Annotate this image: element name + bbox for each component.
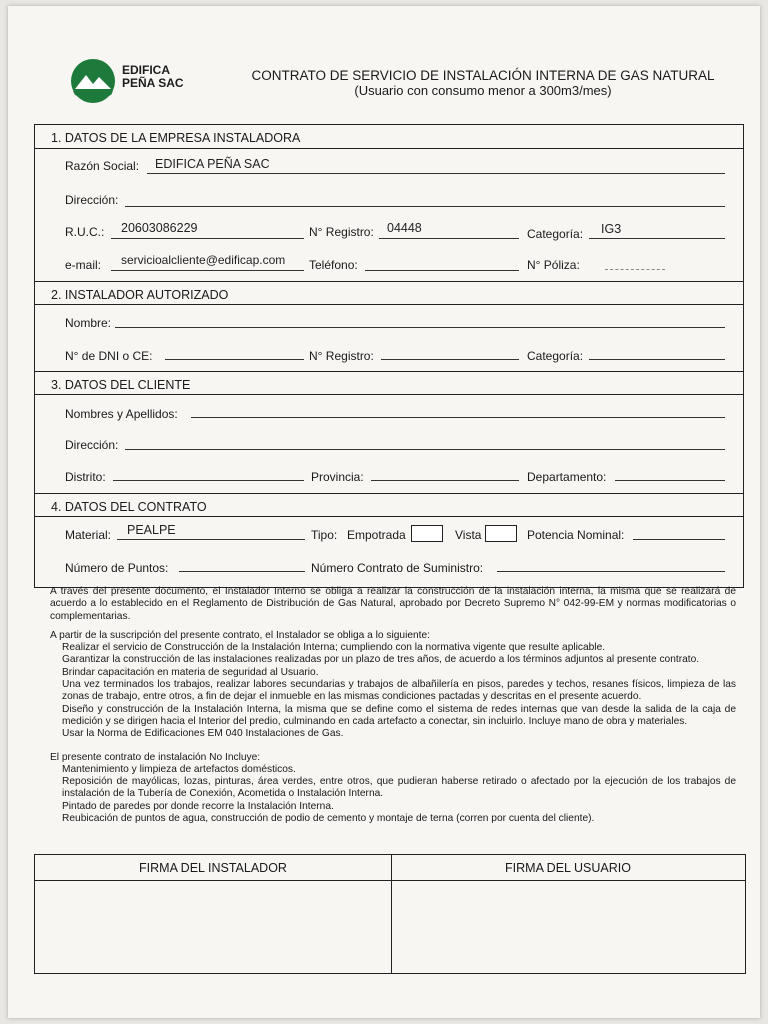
excludes-heading: El presente contrato de instalación No Incluye:: [50, 751, 261, 763]
distrito-label: Distrito:: [65, 470, 106, 484]
material-value: PEALPE: [127, 523, 176, 537]
distrito-field[interactable]: [113, 480, 304, 481]
registro-empresa-value: 04448: [387, 221, 422, 235]
obligations-list: [50, 642, 736, 740]
email-value: servicioalcliente@edificap.com: [121, 253, 286, 267]
user-signature-heading: FIRMA DEL USUARIO: [391, 855, 745, 881]
nombre-instalador-label: Nombre:: [65, 316, 112, 330]
email-field[interactable]: [111, 270, 304, 271]
tipo-label: Tipo:: [311, 528, 338, 542]
intro-paragraph: A través del presente documento, el Instalador Interno se obliga a realizar la construcción de la instalación interna, la misma que se realizará de acuerdo a lo establecido en el Reglamento de Distribución de Gas Natural, aprobado por Decreto Supremo N° 042-99-EM y normas modificatorias o complementarias.: [50, 586, 736, 622]
obligation-item: Diseño y construcción de la Instalación Interna, la misma que se define como el sistema de redes internas que van desde la salida de la caja de medición y se dirigen hacia el Interior del predio, culminando en cada artefacto a conectar, sin incluirlo. Incluye mano de obra y materiales.: [62, 703, 736, 727]
nombres-cliente-field[interactable]: [191, 417, 725, 418]
exclude-item: Reubicación de puntos de agua, construcción de podio de cemento y montaje de terna (corren por cuenta del cliente).: [62, 813, 595, 825]
empotrada-label: Empotrada: [347, 528, 406, 542]
user-signature-box[interactable]: [391, 855, 745, 973]
obligation-item: Una vez terminados los trabajos, realizar labores secundarias y trabajos de albañilería en pisos, paredes y techos, resanes físicos, limpieza de las zonas de trabajo, entre otros, a fin de dejar el inmueble en las mismas condiciones pactadas y descritas en el presente acuerdo.: [62, 679, 736, 703]
section-heading-cliente: 3. DATOS DEL CLIENTE: [35, 371, 743, 395]
ruc-value: 20603086229: [121, 221, 198, 235]
direccion-cliente-field[interactable]: [125, 449, 725, 450]
puntos-field[interactable]: [179, 571, 305, 572]
signature-table: [34, 854, 746, 974]
vista-checkbox[interactable]: [485, 525, 517, 542]
puntos-label: Número de Puntos:: [65, 561, 169, 575]
section-heading-instalador: 2. INSTALADOR AUTORIZADO: [35, 281, 743, 305]
categoria-instalador-field[interactable]: [589, 359, 725, 360]
installer-signature-box[interactable]: [35, 855, 391, 973]
installer-signature-heading: FIRMA DEL INSTALADOR: [35, 855, 391, 881]
registro-instalador-field[interactable]: [381, 359, 519, 360]
categoria-empresa-label: Categoría:: [527, 227, 584, 241]
potencia-label: Potencia Nominal:: [527, 528, 625, 542]
brand-name: [122, 64, 184, 90]
brand-line-2: PEÑA SAC: [122, 76, 184, 90]
email-label: e-mail:: [65, 258, 102, 272]
razon-social-field[interactable]: [147, 173, 725, 174]
exclude-item: Mantenimiento y limpieza de artefactos domésticos.: [62, 763, 296, 775]
registro-instalador-label: N° Registro:: [309, 349, 374, 363]
contract-page: [8, 6, 760, 1018]
razon-social-label: Razón Social:: [65, 159, 140, 173]
ruc-field[interactable]: [111, 238, 304, 239]
obligation-item: Realizar el servicio de Construcción de la Instalación Interna; cumpliendo con la normativa vigente que resulte aplicable.: [62, 642, 606, 654]
razon-social-value: EDIFICA PEÑA SAC: [155, 157, 270, 171]
obligation-item: Garantizar la construcción de las instalaciones realizadas por un plazo de tres años, de acuerdo a los términos adjuntos al presente contrato.: [62, 654, 700, 666]
brand-line-1: EDIFICA: [122, 63, 170, 77]
suministro-label: Número Contrato de Suministro:: [311, 561, 484, 575]
direccion-cliente-label: Dirección:: [65, 438, 119, 452]
ruc-label: R.U.C.:: [65, 225, 105, 239]
direccion-empresa-field[interactable]: [125, 206, 725, 207]
obligation-item: Brindar capacitación en materia de seguridad al Usuario.: [62, 666, 319, 678]
contract-body: [50, 586, 736, 825]
departamento-label: Departamento:: [527, 470, 607, 484]
poliza-label: N° Póliza:: [527, 258, 580, 272]
categoria-empresa-value: IG3: [601, 222, 622, 236]
provincia-label: Provincia:: [311, 470, 364, 484]
material-label: Material:: [65, 528, 112, 542]
excludes-list: [50, 764, 736, 825]
company-logo-icon: [70, 58, 116, 104]
categoria-empresa-field[interactable]: [589, 238, 725, 239]
vista-label: Vista: [455, 528, 482, 542]
suministro-field[interactable]: [497, 571, 725, 572]
nombres-cliente-label: Nombres y Apellidos:: [65, 407, 178, 421]
poliza-field[interactable]: [605, 269, 665, 270]
dni-field[interactable]: [165, 359, 304, 360]
exclude-item: Pintado de paredes por donde recorre la Instalación Interna.: [62, 800, 334, 812]
direccion-empresa-label: Dirección:: [65, 193, 119, 207]
exclude-item: Reposición de mayólicas, lozas, pinturas, área verdes, entre otros, que pudieran haberse retirado o afectado por la ejecución de los trabajos de instalación de la Tubería de Conexión, Acometida o Instalación Interna.: [62, 776, 736, 800]
dni-label: N° de DNI o CE:: [65, 349, 153, 363]
registro-empresa-field[interactable]: [379, 238, 519, 239]
section-heading-contrato: 4. DATOS DEL CONTRATO: [35, 493, 743, 517]
obligation-item: Usar la Norma de Edificaciones EM 040 Instalaciones de Gas.: [62, 728, 344, 740]
nombre-instalador-field[interactable]: [115, 327, 725, 328]
departamento-field[interactable]: [615, 480, 725, 481]
document-title: CONTRATO DE SERVICIO DE INSTALACIÓN INTERNA DE GAS NATURAL: [251, 68, 715, 83]
material-field[interactable]: [117, 539, 305, 540]
provincia-field[interactable]: [371, 480, 519, 481]
section-heading-empresa: 1. DATOS DE LA EMPRESA INSTALADORA: [35, 125, 743, 149]
obligations-heading: A partir de la suscripción del presente contrato, el Instalador se obliga a lo siguiente:: [50, 629, 430, 641]
telefono-field[interactable]: [365, 270, 519, 271]
registro-empresa-label: N° Registro:: [309, 225, 374, 239]
contract-form: [34, 124, 744, 588]
document-subtitle: (Usuario con consumo menor a 300m3/mes): [354, 83, 612, 98]
empotrada-checkbox[interactable]: [411, 525, 443, 542]
telefono-label: Teléfono:: [309, 258, 358, 272]
categoria-instalador-label: Categoría:: [527, 349, 584, 363]
potencia-field[interactable]: [633, 539, 725, 540]
